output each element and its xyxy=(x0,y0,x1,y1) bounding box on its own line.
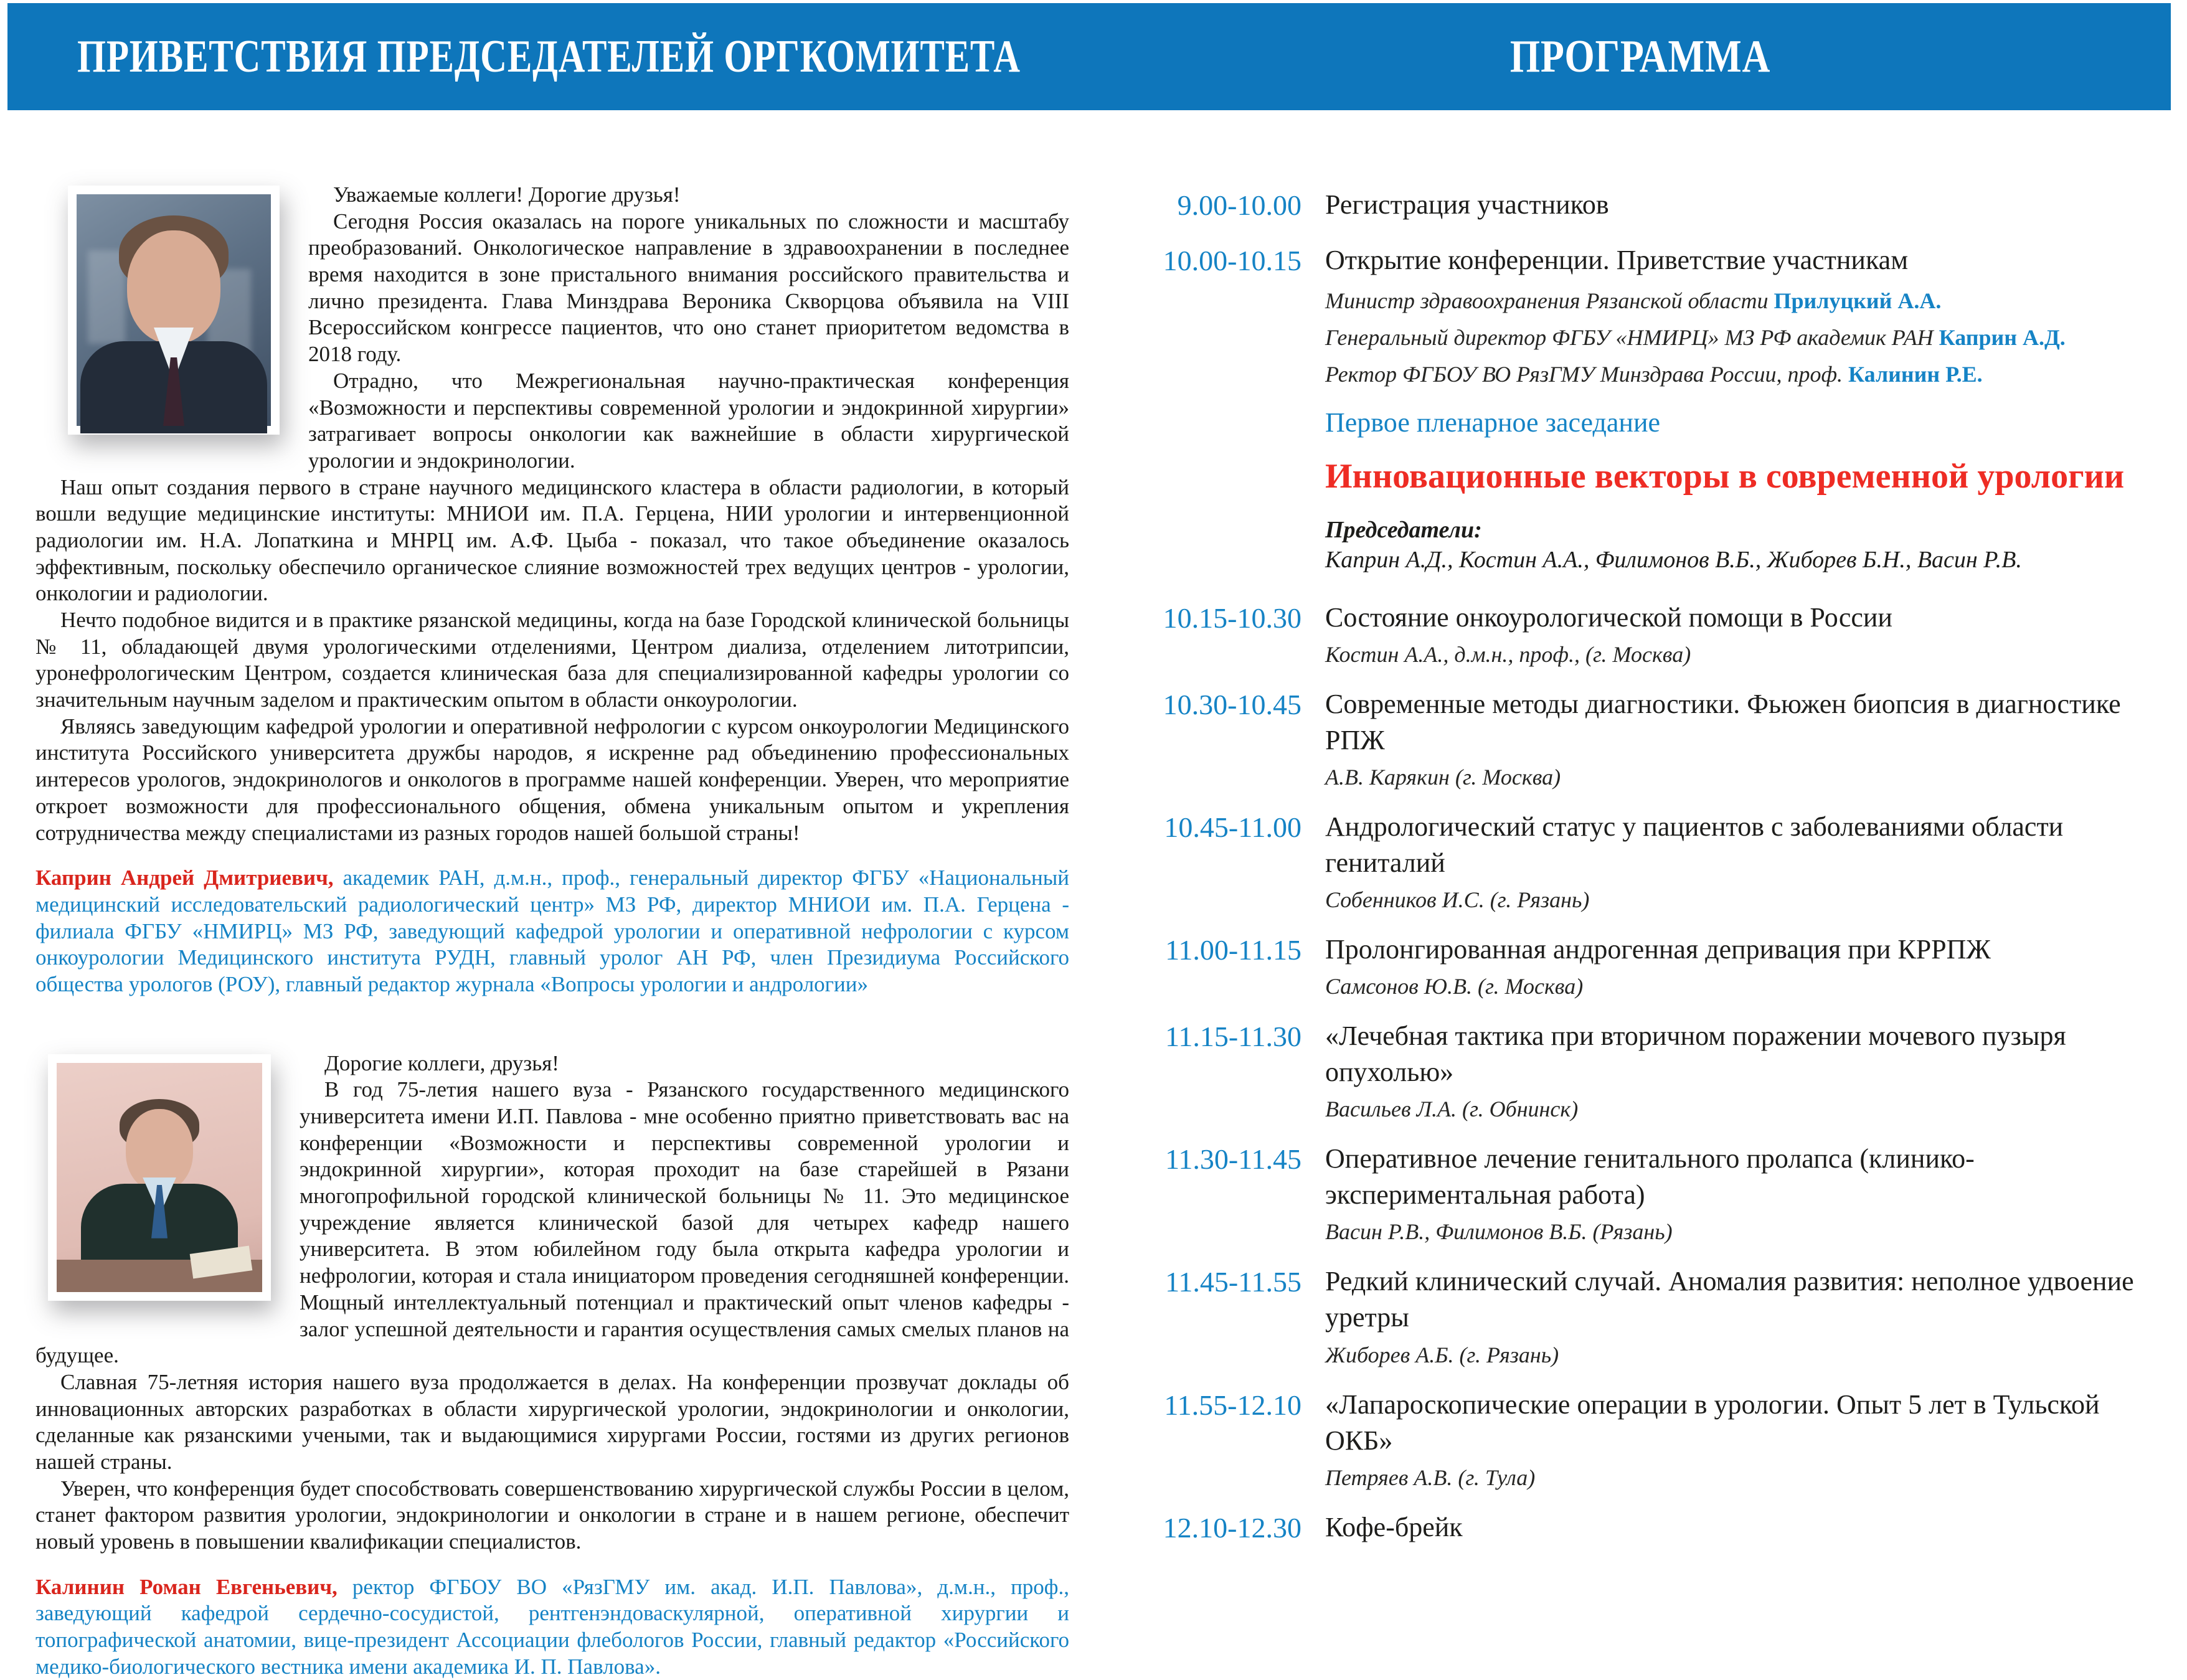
header-banner xyxy=(7,3,2171,110)
program-time: 11.55-12.10 xyxy=(1164,1389,1301,1421)
letter-paragraph: Уважаемые коллеги! Дорогие друзья! xyxy=(333,182,681,207)
portrait-photo-kaprin xyxy=(68,186,280,435)
program-title: Андрологический статус у пациентов с заболеваниями области гениталий xyxy=(1325,811,2064,878)
letter-paragraph: Сегодня Россия оказалась на пороге уникальных по сложности и масштабу преобразований. Онкологическое направление в здравоохранении в последнее время находится в зоне пристального внимания российского правительства и лично президента. Глава Минздрава Вероника Скворцова объявила на VIII Всероссийском конгрессе пациентов, что оно станет приоритетом ведомства в 2018 году. xyxy=(308,209,1069,367)
signature-title: ректор ФГБОУ ВО «РязГМУ им. акад. И.П. Павлова», д.м.н., проф., заведующий кафедрой сердечно-сосудистой, рентгенэндоваскулярной, оперативной хирургии и топографической анатомии, вице-президент Ассоциации флебологов России, главный редактор «Российского медико-биологического вестника имени академика И. П. Павлова». xyxy=(35,1574,1069,1679)
program-title: «Лапароскопические операции в урологии. Опыт 5 лет в Тульской ОКБ» xyxy=(1325,1389,2100,1456)
program-title: Современные методы диагностики. Фьюжен биопсия в диагностике РПЖ xyxy=(1325,688,2121,755)
program-time: 10.45-11.00 xyxy=(1164,811,1301,843)
program-row xyxy=(1145,686,2166,791)
program-speaker: Жиборев А.Б. (г. Рязань) xyxy=(1325,1342,1559,1367)
portrait-photo-kalinin xyxy=(48,1054,271,1301)
left-page-title: ПРИВЕТСТВИЯ ПРЕДСЕДАТЕЛЕЙ ОРГКОМИТЕТА xyxy=(77,31,1021,82)
program-row xyxy=(1145,932,2166,1001)
signature-name: Каприн Андрей Дмитриевич, xyxy=(35,866,334,890)
program-title: Пролонгированная андрогенная депривация при КРРПЖ xyxy=(1325,933,1991,965)
signature-block xyxy=(35,1574,1069,1680)
program-speaker: Васильев Л.А. (г. Обнинск) xyxy=(1325,1097,1579,1122)
letter-paragraph: Славная 75-летняя история нашего вуза продолжается в делах. На конференции прозвучат доклады об инновационных авторских разработках в области хирургической урологии, эндокринологии и онкологии, сделанные как рязанскими учеными, так и выдающимися хирургами России, гостями из других регионов нашей страны. xyxy=(35,1369,1069,1474)
letter-paragraph: В год 75-летия нашего вуза - Рязанского государственного медицинского университета имени И.П. Павлова - мне особенно приятно приветствовать вас на конференции «Возможности и перспективы современной урологии и эндокринной хирургии», которая проходит на базе старейшей в Рязани многопрофильной городской клинической больницы № 11. Это медицинское учреждение является клинической базой для четырех кафедр нашего университета. В этом юбилейном году была открыта кафедра урологии и нефрологии, которая и стала инициатором проведения сегодняшней конференции. Мощный интеллектуальный потенциал и практический опыт членов кафедры - залог успешной деятельности и гарантия осуществления самых смелых планов на будущее. xyxy=(35,1077,1069,1368)
program-time: 9.00-10.00 xyxy=(1177,189,1301,221)
signature-name: Калинин Роман Евгеньевич, xyxy=(35,1574,338,1599)
program-time: 11.15-11.30 xyxy=(1165,1021,1301,1053)
letter-kaprin xyxy=(35,182,1069,998)
program-time: 10.30-10.45 xyxy=(1163,688,1301,720)
program-speaker: Самсонов Ю.В. (г. Москва) xyxy=(1325,974,1584,999)
portrait-scene xyxy=(57,1063,262,1292)
speaker-name: Прилуцкий А.А. xyxy=(1774,288,1942,313)
program-speaker: Васин Р.В., Филимонов В.Б. (Рязань) xyxy=(1325,1219,1673,1245)
program-row xyxy=(1145,809,2166,914)
program-row xyxy=(1145,600,2166,669)
program-title: «Лечебная тактика при вторичном поражении мочевого пузыря опухолью» xyxy=(1325,1021,2066,1088)
program-speaker xyxy=(1325,361,2153,389)
program-speaker xyxy=(1325,324,2153,352)
program-row xyxy=(1145,187,2166,225)
program-speaker: Петряев А.В. (г. Тула) xyxy=(1325,1465,1536,1490)
program-title: Состояние онкоурологической помощи в России xyxy=(1325,602,1892,633)
greetings-page xyxy=(35,182,1069,1680)
portrait-scene xyxy=(77,194,271,426)
program-speaker: Костин А.А., д.м.н., проф., (г. Москва) xyxy=(1325,641,1691,667)
session-title: Инновационные векторы в современной урологии xyxy=(1325,457,2125,496)
letter-kalinin xyxy=(35,1050,1069,1680)
program-title: Регистрация участников xyxy=(1325,189,1609,220)
program-speaker xyxy=(1325,287,2153,315)
program-row xyxy=(1145,1141,2166,1246)
signature-title: академик РАН, д.м.н., проф., генеральный директор ФГБУ «Национальный медицинский исследовательский радиологический центр» МЗ РФ, директор МНИОИ им. П.А. Герцена - филиала ФГБУ «НМИРЦ» МЗ РФ, заведующий кафедрой урологии и оперативной нефрологии с курсом онкоурологии Медицинского института РУДН, главный уролог АН РФ, член Президиума Российского общества урологов (РОУ), главный редактор журнала «Вопросы урологии и андрологии» xyxy=(35,866,1069,996)
program-title: Кофе-брейк xyxy=(1325,1511,1463,1542)
speaker-name: Каприн А.Д. xyxy=(1939,324,2066,350)
program-title: Открытие конференции. Приветствие участникам xyxy=(1325,244,1909,275)
program-time: 11.45-11.55 xyxy=(1165,1266,1301,1298)
letter-paragraph: Нечто подобное видится и в практике рязанской медицины, когда на базе Городской клинической больницы № 11, обладающей двумя урологическими отделениями, Центром диализа, отделением литотрипсии, уронефрологическим Центром, создается клиническая база для специализированной кафедры урологии со значительным научным заделом и практическим опытом в области онкоурологии. xyxy=(35,608,1069,712)
program-time: 12.10-12.30 xyxy=(1163,1511,1301,1544)
program-time: 11.30-11.45 xyxy=(1165,1143,1301,1176)
signature-block xyxy=(35,865,1069,998)
letter-paragraph: Наш опыт создания первого в стране научного медицинского кластера в области радиологии, в который вошли ведущие медицинские институты: МНИОИ им. П.А. Герцена, НИИ урологии и интервенционной радиологии им. Н.А. Лопаткина и МНРЦ им. А.Ф. Цыба - показал, что такое объединение оказалось эффективным, поскольку обеспечило органическое слияние возможностей трех ведущих центров - урологии, онкологии и радиологии. xyxy=(35,474,1069,606)
speaker-name: Калинин Р.Е. xyxy=(1848,361,1983,387)
program-time: 10.00-10.15 xyxy=(1163,244,1301,276)
letter-paragraph: Дорогие коллеги, друзья! xyxy=(324,1050,559,1075)
program-title: Редкий клинический случай. Аномалия развития: неполное удвоение уретры xyxy=(1325,1266,2134,1333)
speaker-role: Генеральный директор ФГБУ «НМИРЦ» МЗ РФ академик РАН xyxy=(1325,324,1934,350)
letter-paragraph: Уверен, что конференция будет способствовать совершенствованию хирургической службы России в целом, станет фактором развития урологии, эндокринологии и онкологии в стране и в нашем регионе, обеспечит новый уровень в повышении квалификации специалистов. xyxy=(35,1476,1069,1554)
program-row xyxy=(1145,1509,2166,1547)
chairs-label: Председатели: xyxy=(1325,517,1482,544)
program-row xyxy=(1145,1018,2166,1123)
right-page-title: ПРОГРАММА xyxy=(1509,31,1771,82)
session-label: Первое пленарное заседание xyxy=(1325,407,1661,438)
program-time: 10.15-10.30 xyxy=(1163,602,1301,634)
letter-paragraph: Являясь заведующим кафедрой урологии и оперативной нефрологии с курсом онкоурологии Медицинского института Российского университета дружбы народов, я искренне рад объединению профессиональных интересов урологов, эндокринологов и онкологов в программе нашей конференции. Уверен, что мероприятие откроет возможности для профессионального общения, обмена уникальным опытом и укрепления сотрудничества между специалистами из разных городов нашей большой страны! xyxy=(35,714,1069,845)
chairs-list: Каприн А.Д., Костин А.А., Филимонов В.Б., Жиборев Б.Н., Васин Р.В. xyxy=(1325,546,2022,573)
program-time: 11.00-11.15 xyxy=(1165,933,1301,966)
plenary-session-block xyxy=(1325,406,2153,575)
letter-paragraph: Отрадно, что Межрегиональная научно-практическая конференция «Возможности и перспективы современной урологии и эндокринной хирургии» затрагивает вопросы онкологии как важнейшие в области хирургической урологии и эндокринологии. xyxy=(308,368,1069,473)
program-title: Оперативное лечение генитального пролапса (клинико-экспериментальная работа) xyxy=(1325,1143,1975,1210)
speaker-role: Министр здравоохранения Рязанской области xyxy=(1325,288,1769,313)
program-speaker: Собенников И.С. (г. Рязань) xyxy=(1325,887,1590,912)
face-shape xyxy=(127,230,220,344)
speaker-role: Ректор ФГБОУ ВО РязГМУ Минздрава России, проф. xyxy=(1325,361,1843,387)
program-row xyxy=(1145,1263,2166,1369)
program-row xyxy=(1145,1387,2166,1492)
program-page xyxy=(1145,187,2166,1564)
program-row xyxy=(1145,242,2166,389)
program-speaker: А.В. Карякин (г. Москва) xyxy=(1325,764,1561,790)
